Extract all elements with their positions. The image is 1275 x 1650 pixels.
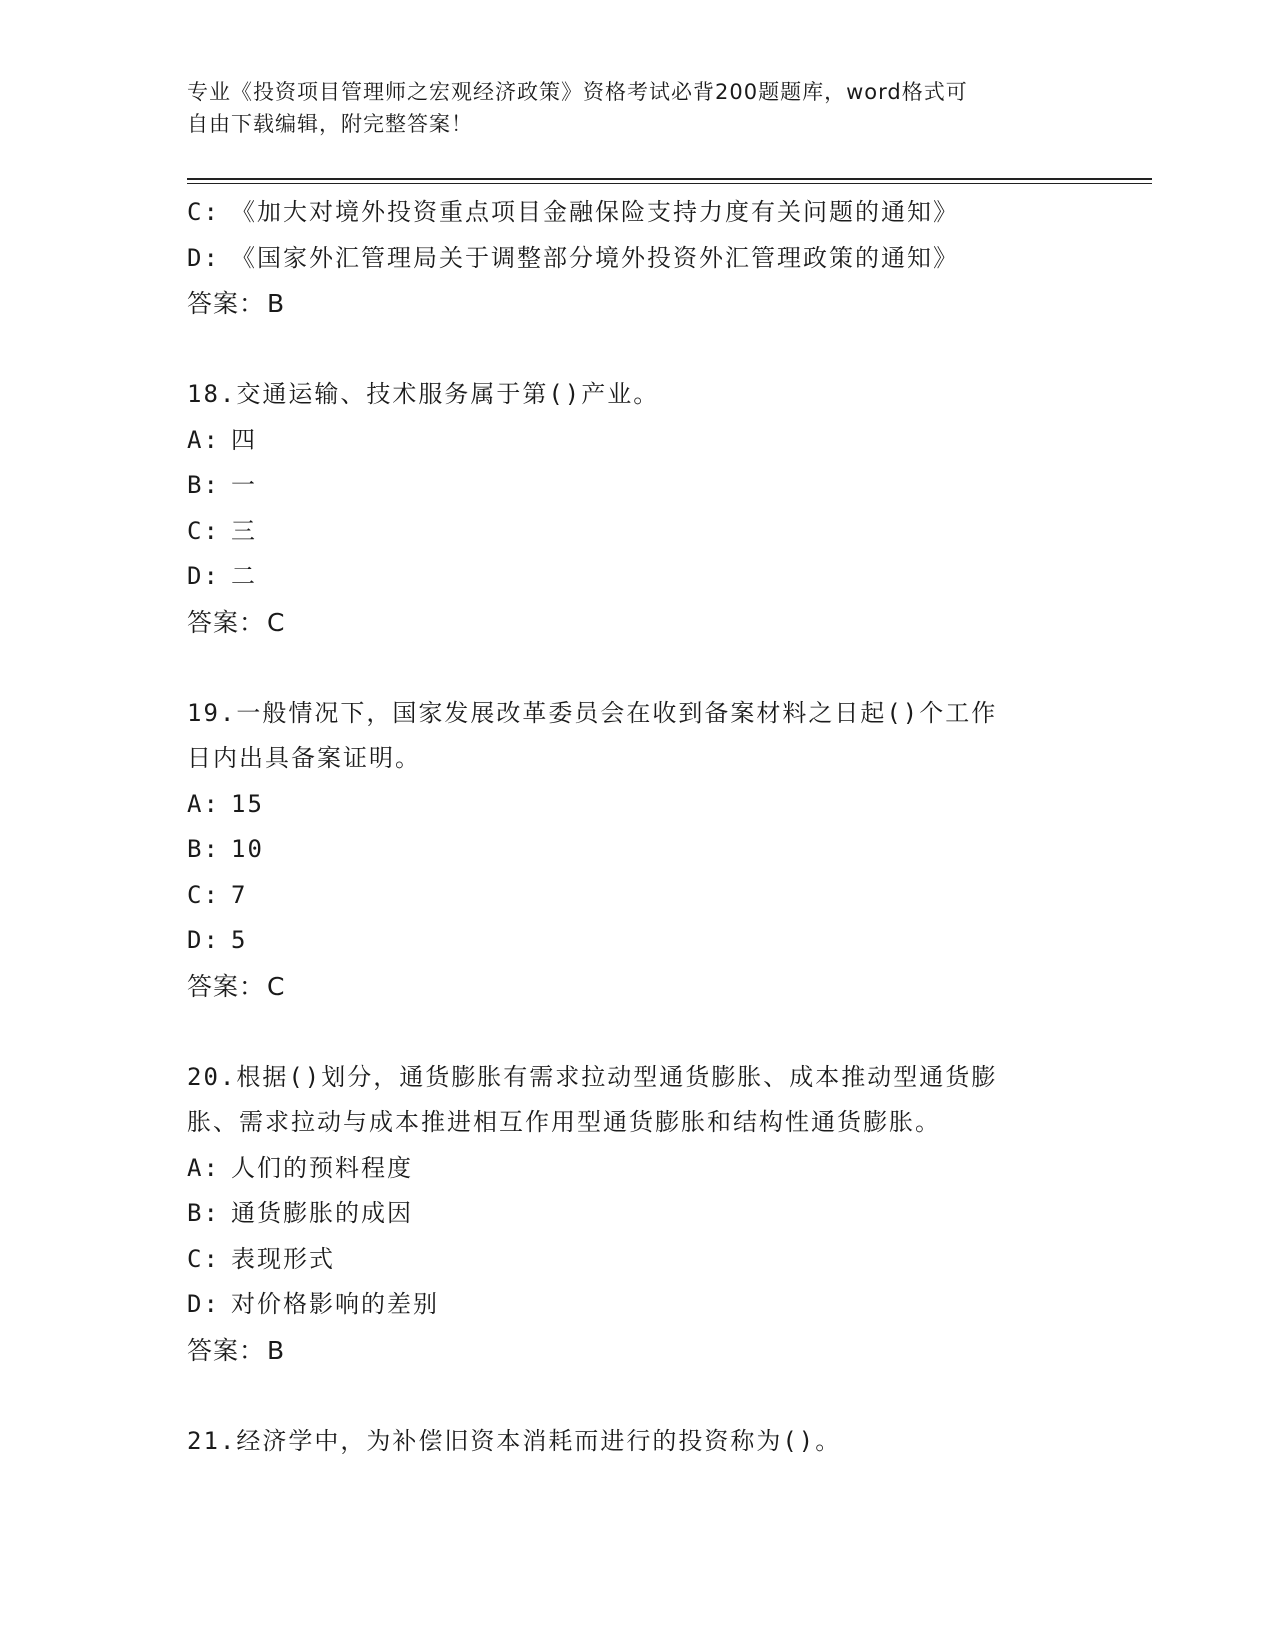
question-list <box>187 190 1087 1464</box>
answer: 答案：B <box>187 1335 286 1365</box>
option-d: D: 5 <box>187 926 248 954</box>
option-d: D: 二 <box>187 562 257 590</box>
option-a: A: 四 <box>187 425 257 454</box>
option-a: A: 人们的预料程度 <box>187 1153 413 1182</box>
header-line-1: 专业《投资项目管理师之宏观经济政策》资格考试必背200题题库，word格式可 <box>187 80 968 104</box>
answer: 答案：C <box>187 607 286 637</box>
option-c: C: 7 <box>187 880 248 909</box>
header-rule-thick <box>187 178 1152 180</box>
question-20 <box>187 1055 1087 1374</box>
answer: 答案：C <box>187 971 286 1001</box>
option-d: D: 对价格影响的差别 <box>187 1290 439 1318</box>
option-c: C: 表现形式 <box>187 1244 335 1273</box>
question-18 <box>187 372 1087 645</box>
document-header <box>187 76 1067 140</box>
option-c: C: 《加大对境外投资重点项目金融保险支持力度有关问题的通知》 <box>187 198 959 226</box>
question-stem: 18.交通运输、技术服务属于第()产业。 <box>187 380 660 408</box>
question-19 <box>187 691 1087 1010</box>
option-d: D: 《国家外汇管理局关于调整部分境外投资外汇管理政策的通知》 <box>187 243 959 272</box>
option-a: A: 15 <box>187 789 264 818</box>
option-c: C: 三 <box>187 516 257 545</box>
answer: 答案：B <box>187 289 286 318</box>
option-b: B: 通货膨胀的成因 <box>187 1199 413 1227</box>
question-stem: 日内出具备案证明。 <box>187 744 421 772</box>
question-stem: 20.根据()划分，通货膨胀有需求拉动型通货膨胀、成本推动型通货膨 <box>187 1062 998 1091</box>
option-b: B: 10 <box>187 835 264 863</box>
question-21 <box>187 1419 1087 1465</box>
question-stem: 21.经济学中，为补偿旧资本消耗而进行的投资称为()。 <box>187 1426 842 1455</box>
prev-question <box>187 190 1087 327</box>
header-line-2: 自由下载编辑，附完整答案！ <box>187 112 473 136</box>
question-stem: 19.一般情况下，国家发展改革委员会在收到备案材料之日起()个工作 <box>187 698 998 727</box>
option-b: B: 一 <box>187 471 257 499</box>
question-stem: 胀、需求拉动与成本推进相互作用型通货膨胀和结构性通货膨胀。 <box>187 1108 941 1136</box>
header-rule-thin <box>187 183 1152 184</box>
